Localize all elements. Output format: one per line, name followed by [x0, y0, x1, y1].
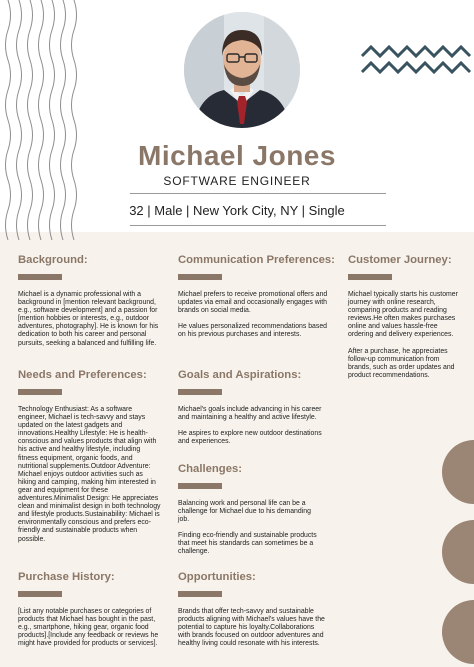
divider [130, 193, 386, 194]
section-body [348, 291, 464, 380]
paragraph: He values personalized recommendations based on his previous purchases and interests. [178, 323, 327, 339]
heading-underline [178, 483, 222, 489]
section-customer-journey [348, 254, 464, 380]
section-body [178, 500, 322, 557]
heading-underline [18, 274, 62, 280]
section-body [178, 291, 334, 339]
heading-underline [178, 274, 222, 280]
heading-underline [178, 591, 222, 597]
heading-underline [348, 274, 392, 280]
person-avatar-icon [184, 12, 300, 128]
heading-underline [18, 591, 62, 597]
section-communication-preferences [178, 254, 334, 339]
divider [130, 225, 386, 226]
zigzag-icon [360, 44, 472, 80]
section-heading: Opportunities: [178, 571, 256, 583]
person-name: Michael Jones [138, 140, 336, 171]
person-details: 32 | Male | New York City, NY | Single [129, 203, 345, 218]
section-heading: Communication Preferences: [178, 254, 335, 266]
paragraph: Balancing work and personal life can be a challenge for Michael due to his demanding job. [178, 500, 311, 524]
section-heading: Customer Journey: [348, 254, 452, 266]
section-body [18, 608, 162, 648]
section-needs-preferences [18, 369, 162, 544]
section-purchase-history [18, 571, 162, 648]
paragraph: Michael prefers to receive promotional offers and updates via email and occasionally engages with brands on social media. [178, 291, 328, 315]
heading-underline [18, 389, 62, 395]
section-goals-aspirations [178, 369, 322, 446]
section-background [18, 254, 160, 348]
paragraph: Michael's goals include advancing in his career and maintaining a healthy and active lifestyle. [178, 406, 322, 422]
paragraph: Brands that offer tech-savvy and sustainable products aligning with Michael's values have the potential to capture his loyalty.Collaborations with brands focused on outdoor adventures and healthy living could resonate with his interests. [178, 608, 325, 648]
section-challenges [178, 463, 322, 557]
section-body [18, 406, 162, 544]
section-heading: Needs and Preferences: [18, 369, 147, 381]
paragraph: Michael typically starts his customer journey with online research, comparing products and reading reviews.He often makes purchases online and values hassle-free ordering and delivery experiences. [348, 291, 458, 339]
section-body [18, 291, 160, 348]
heading-underline [178, 389, 222, 395]
paragraph: Technology Enthusiast: As a software engineer, Michael is tech-savvy and stays updated on the latest gadgets and innovations.Healthy Lifestyle: He is health-conscious and values products that align with his active and healthy lifestyle, including fitness equipment, organic foods, and nutritional supplements.Outdoor Adventure: Michael enjoys outdoor activities such as hiking and camping, making him interested in gear and equipment for these adventures.Minimalist Design: He appreciates clean and minimalist design in both technology and lifestyle products.Sustainability: Michael is environmentally conscious and prefers eco-friendly and sustainable products when possible. [18, 406, 161, 543]
section-heading: Goals and Aspirations: [178, 369, 302, 381]
section-heading: Purchase History: [18, 571, 115, 583]
section-body [178, 608, 328, 648]
profile-photo [184, 12, 300, 128]
paragraph: Michael is a dynamic professional with a background in [mention relevant background, e.g., software development] and a passion for [mention hobbies or interests, e.g., outdoor adventures, photography]. He is known for his dedication to both his career and personal pursuits, seeking a balanced and fulfilling life. [18, 291, 159, 347]
section-opportunities [178, 571, 328, 648]
section-heading: Challenges: [178, 463, 243, 475]
paragraph: [List any notable purchases or categories of products that Michael has bought in the past, e.g., smartphone, hiking gear, organic food products].[Include any feedback or reviews he might have provided for products or services]. [18, 608, 159, 648]
paragraph: Finding eco-friendly and sustainable products that meet his standards can sometimes be a challenge. [178, 532, 317, 556]
section-heading: Background: [18, 254, 88, 266]
paragraph: He aspires to explore new outdoor destinations and experiences. [178, 430, 322, 446]
paragraph: After a purchase, he appreciates follow-up communication from brands, such as order updates and product recommendations. [348, 347, 455, 379]
section-body [178, 406, 322, 446]
half-circles-icon [436, 440, 474, 667]
job-title: SOFTWARE ENGINEER [163, 174, 311, 188]
